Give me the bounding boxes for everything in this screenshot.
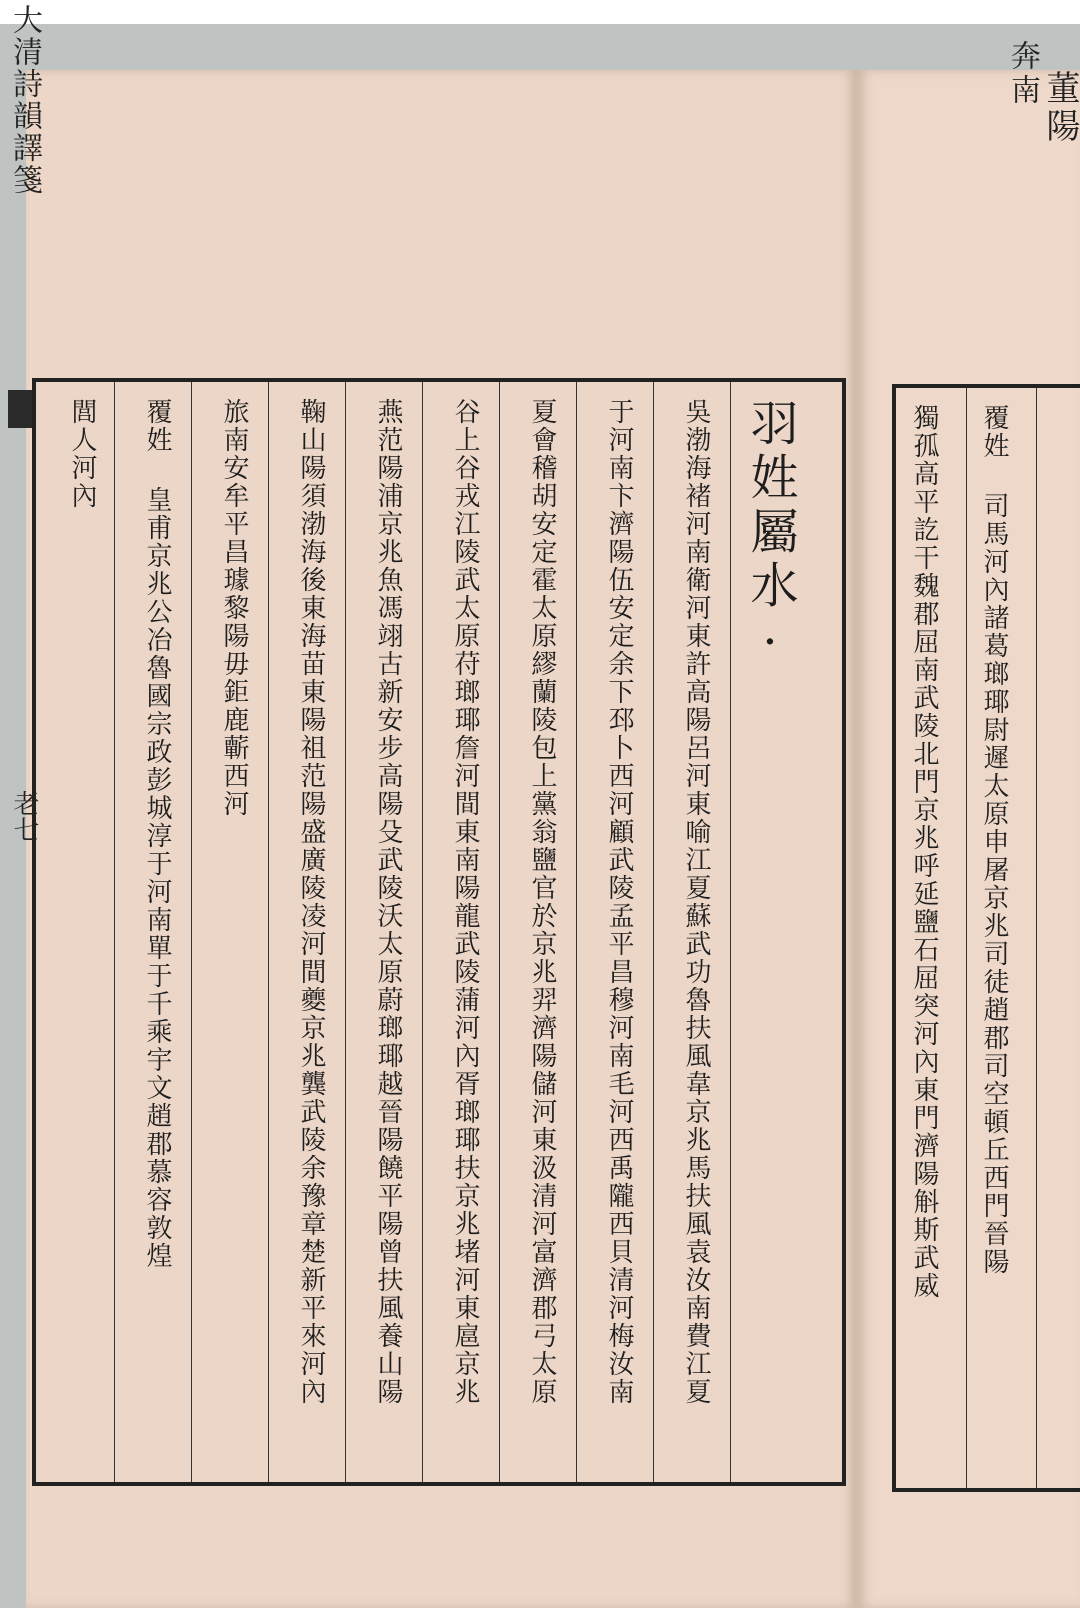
text-column: 覆姓 司馬河內諸葛瑯瑘尉遲太原申屠京兆司徒趙郡司空頓丘西門晉陽 xyxy=(979,404,1009,1276)
text-column: 閭人河內 xyxy=(67,398,97,510)
column-rule xyxy=(730,382,731,1482)
right-text-frame xyxy=(892,384,1080,1492)
text-column: 夏會稽胡安定霍太原繆蘭陵包上黨翁鹽官於京兆羿濟陽儲河東汲清河富濟郡弓太原 xyxy=(527,398,557,1406)
text-column: 吳渤海褚河南衛河東許高陽呂河東喻江夏蘇武功魯扶風韋京兆馬扶風袁汝南費江夏 xyxy=(681,398,711,1406)
column-rule xyxy=(422,382,423,1482)
column-rule xyxy=(114,382,115,1482)
column-rule xyxy=(268,382,269,1482)
text-column: 谷上谷戎江陵武太原苻瑯瑘詹河間東南陽龍武陵蒲河內胥瑯瑘扶京兆堵河東扈京兆 xyxy=(450,398,480,1406)
right-page-fragment: 董陽 xyxy=(1040,70,1080,146)
text-column: 燕范陽浦京兆魚馮翊古新安步高陽殳武陵沃太原蔚瑯瑘越晉陽饒平陽曾扶風養山陽 xyxy=(373,398,403,1406)
text-column: 旅南安牟平昌璩黎陽毋鉅鹿蘄西河 xyxy=(219,398,249,818)
text-column: 覆姓 皇甫京兆公冶魯國宗政彭城淳于河南單于千乘宇文趙郡慕容敦煌 xyxy=(142,398,172,1270)
column-rule xyxy=(966,388,967,1488)
spine-page-number: 老七 xyxy=(9,790,39,842)
left-text-frame xyxy=(32,378,846,1486)
text-column: 獨孤高平訖干魏郡屈南武陵北門京兆呼延鹽石屈突河內東門濟陽斛斯武威 xyxy=(909,404,939,1300)
text-column: 鞠山陽須渤海後東海苗東陽祖范陽盛廣陵凌河間夔京兆龔武陵余豫章楚新平來河內 xyxy=(296,398,326,1406)
text-column: 于河南卞濟陽伍安定余下邳卜西河顧武陵孟平昌穆河南毛河西禹隴西貝清河梅汝南 xyxy=(604,398,634,1406)
right-page-fragment: 奔南 xyxy=(1005,40,1040,108)
column-rule xyxy=(1036,388,1037,1488)
column-rule xyxy=(653,382,654,1482)
column-rule xyxy=(499,382,500,1482)
spine-title: 大清詩韻譯箋 xyxy=(7,4,42,196)
column-rule xyxy=(345,382,346,1482)
column-rule xyxy=(191,382,192,1482)
column-rule xyxy=(576,382,577,1482)
fishtail-mark xyxy=(8,390,32,428)
section-heading: 羽姓屬水· xyxy=(742,398,798,676)
